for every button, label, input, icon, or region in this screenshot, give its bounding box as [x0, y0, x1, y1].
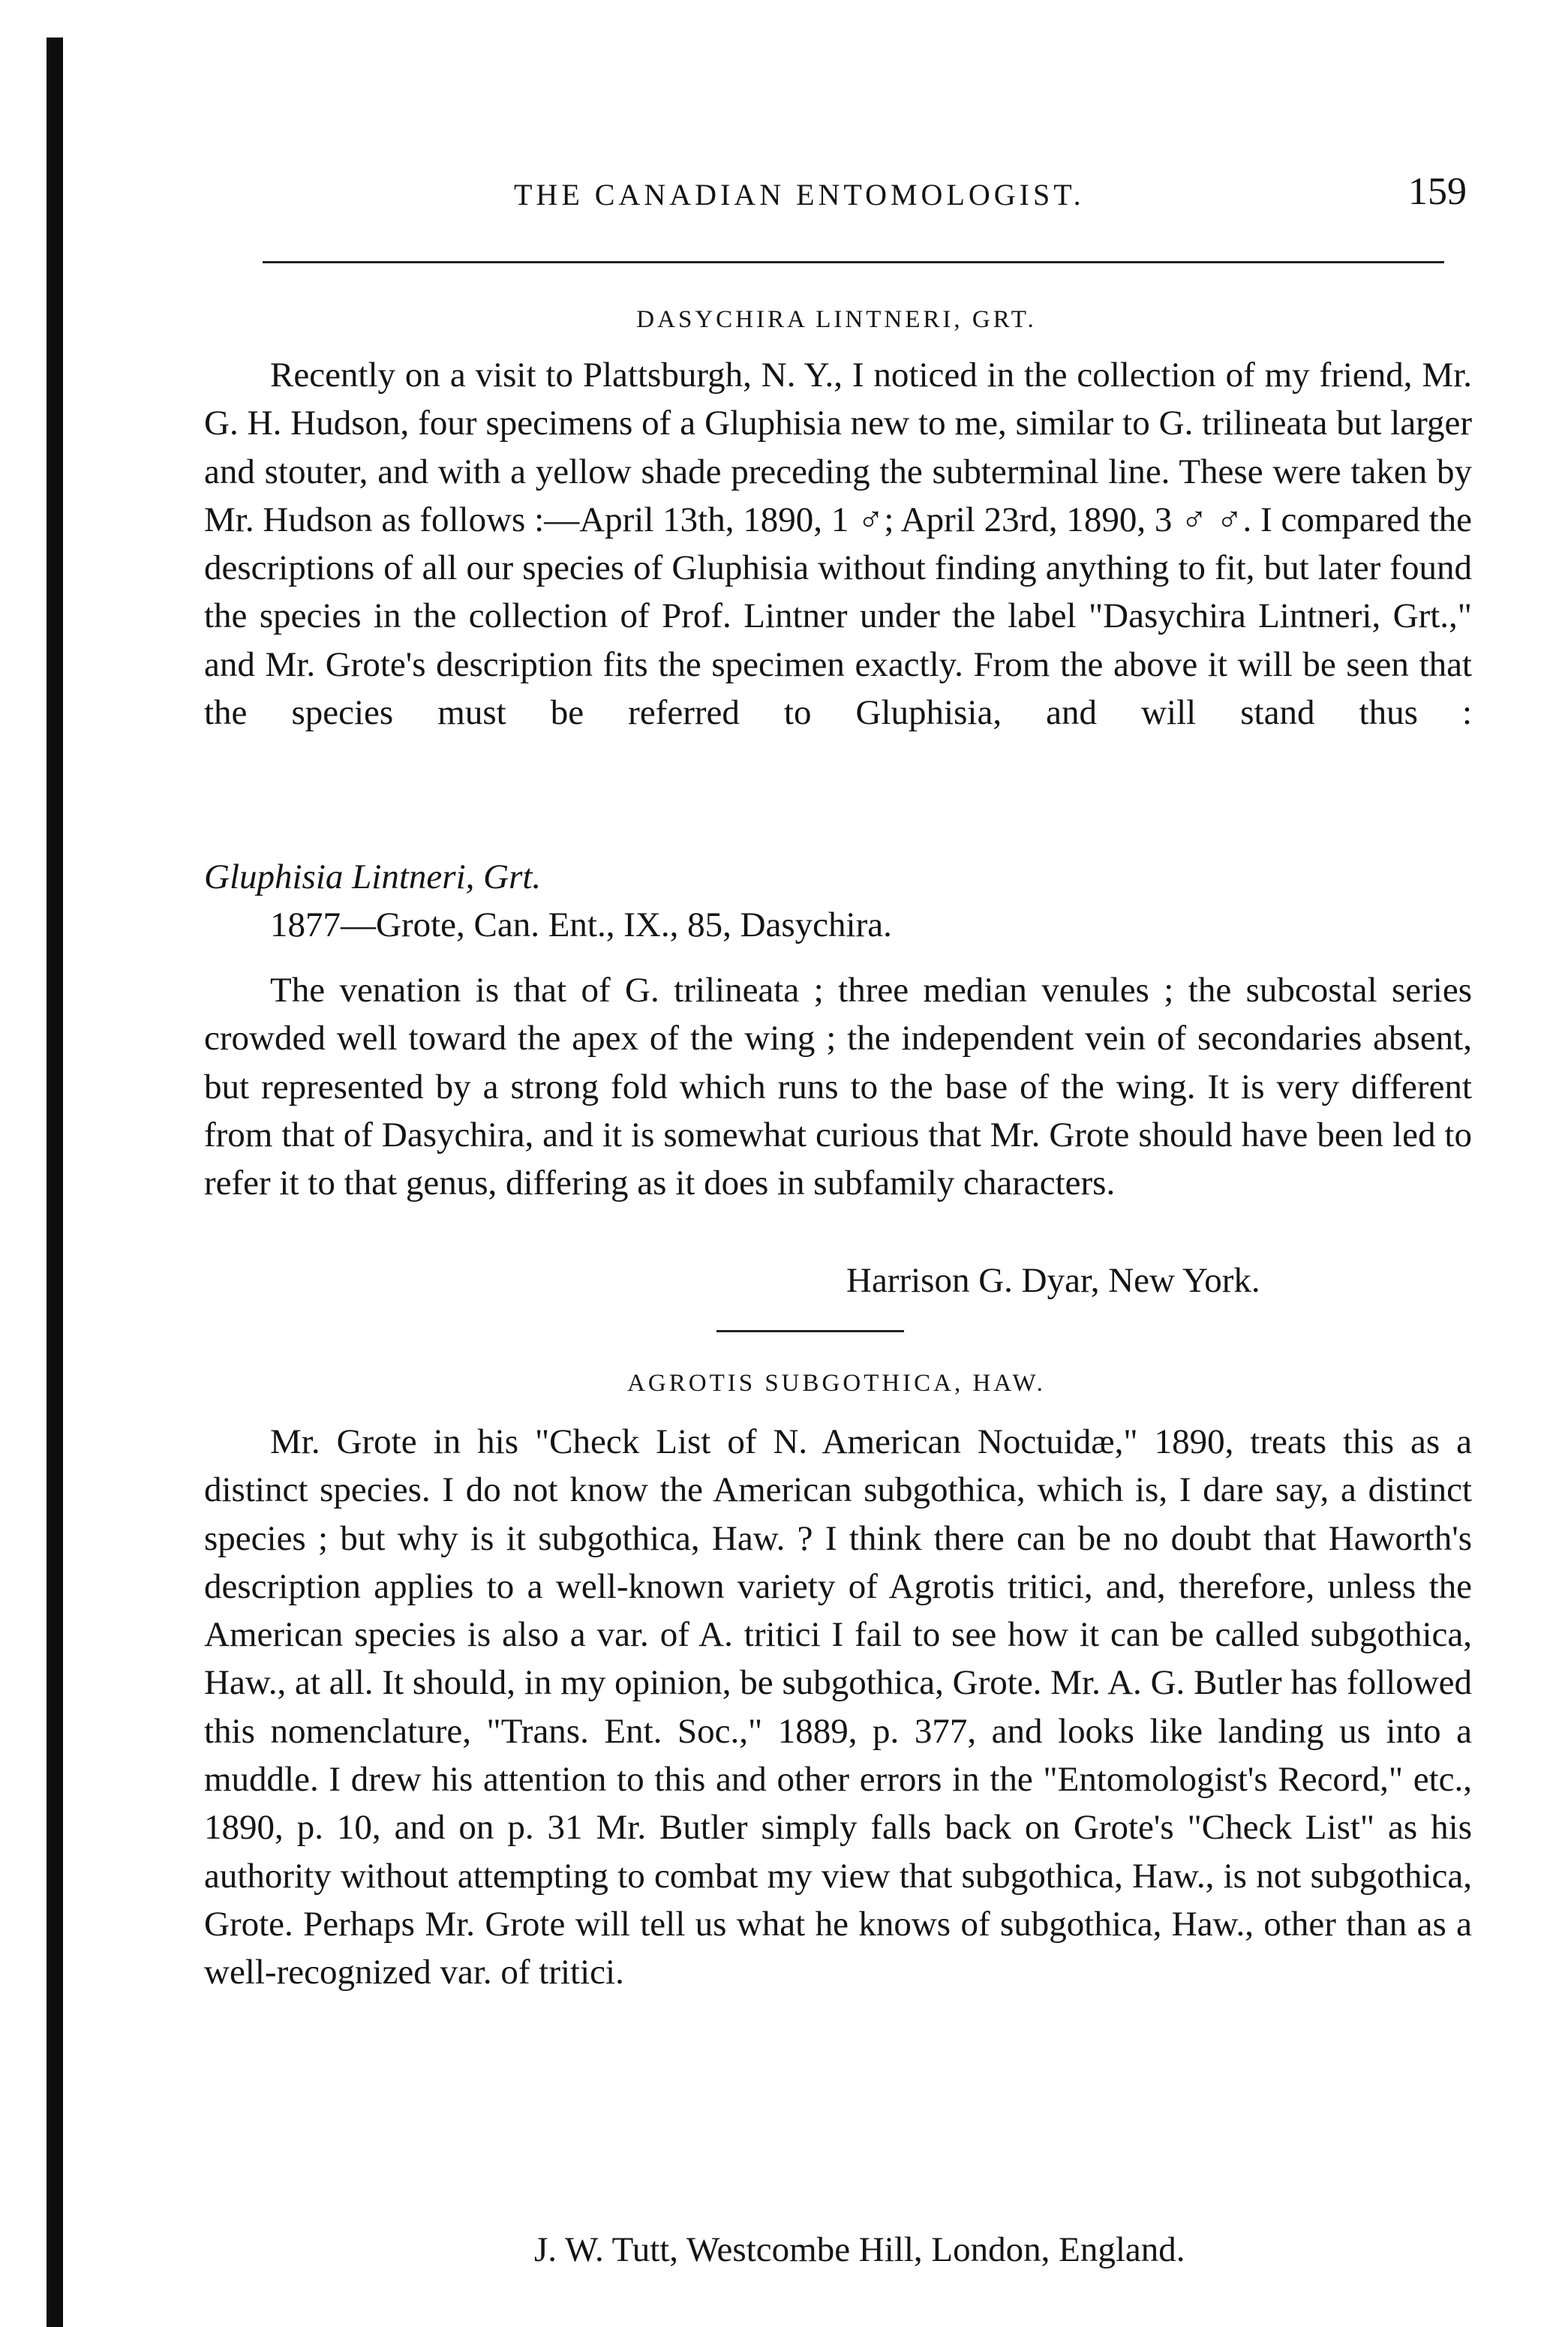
- article1-paragraph-1: Recently on a visit to Plattsburgh, N. Y., I noticed in the collection of my friend, Mr. G. H. Hudson, four specimens of a Gluphisia new to me, similar to G. trilineata but larger and stouter, and with a yellow shade preceding the subterminal line. These were taken by Mr. Hudson as follows :—April 13th, 1890, 1 ♂; April 23rd, 1890, 3 ♂ ♂. I compared the descriptions of all our species of Gluphisia without finding anything to fit, but later found the species in the collection of Prof. Lintner under the label "Dasychira Lintneri, Grt.," and Mr. Grote's description fits the specimen exactly. From the above it will be seen that the species must be referred to Gluphisia, and will stand thus :: [204, 356, 1472, 733]
- species-name-line: Gluphisia Lintneri, Grt.: [204, 857, 542, 896]
- page-header: [206, 170, 1474, 222]
- article2-paragraph-1: Mr. Grote in his "Check List of N. American Noctuidæ," 1890, treats this as a distinct species. I do not know the American subgothica, which is, I dare say, a distinct species ; but why is it subgothica, Haw. ? I think there can be no doubt that Haworth's description applies to a well-known variety of Agrotis tritici, and, therefore, unless the American species is also a var. of A. tritici I fail to see how it can be called subgothica, Haw., at all. It should, in my opinion, be subgothica, Grote. Mr. A. G. Butler has followed this nomenclature, "Trans. Ent. Soc.," 1889, p. 377, and looks like landing us into a muddle. I drew his attention to this and other errors in the "Entomologist's Record," etc., 1890, p. 10, and on p. 31 Mr. Butler simply falls back on Grote's "Check List" as his authority without attempting to combat my view that subgothica, Haw., is not subgothica, Grote. Perhaps Mr. Grote will tell us what he knows of subgothica, Haw., other than as a well-recognized var. of tritici.: [204, 1422, 1472, 1992]
- article-heading-dasychira: DASYCHIRA LINTNERI, GRT.: [636, 306, 1037, 333]
- synonymy-line: 1877—Grote, Can. Ent., IX., 85, Dasychira.: [270, 905, 892, 944]
- page-number: 159: [1408, 170, 1467, 213]
- article1-paragraph-2: The venation is that of G. trilineata ; three median venules ; the subcostal series crowded well toward the apex of the wing ; the independent vein of secondaries absent, but represented by a strong fold which runs to the base of the wing. It is very different from that of Dasychira, and it is somewhat curious that Mr. Grote should have been led to refer it to that genus, differing as it does in subfamily characters.: [204, 971, 1472, 1203]
- signature-dyar: Harrison G. Dyar, New York.: [846, 1261, 1260, 1300]
- running-title: THE CANADIAN ENTOMOLOGIST.: [514, 178, 1085, 212]
- signature-tutt: J. W. Tutt, Westcombe Hill, London, England.: [534, 2230, 1185, 2269]
- binding-edge: [47, 38, 63, 2327]
- article-heading-agrotis: AGROTIS SUBGOTHICA, HAW.: [627, 1370, 1046, 1397]
- header-rule: [263, 261, 1444, 263]
- section-divider: [716, 1330, 904, 1332]
